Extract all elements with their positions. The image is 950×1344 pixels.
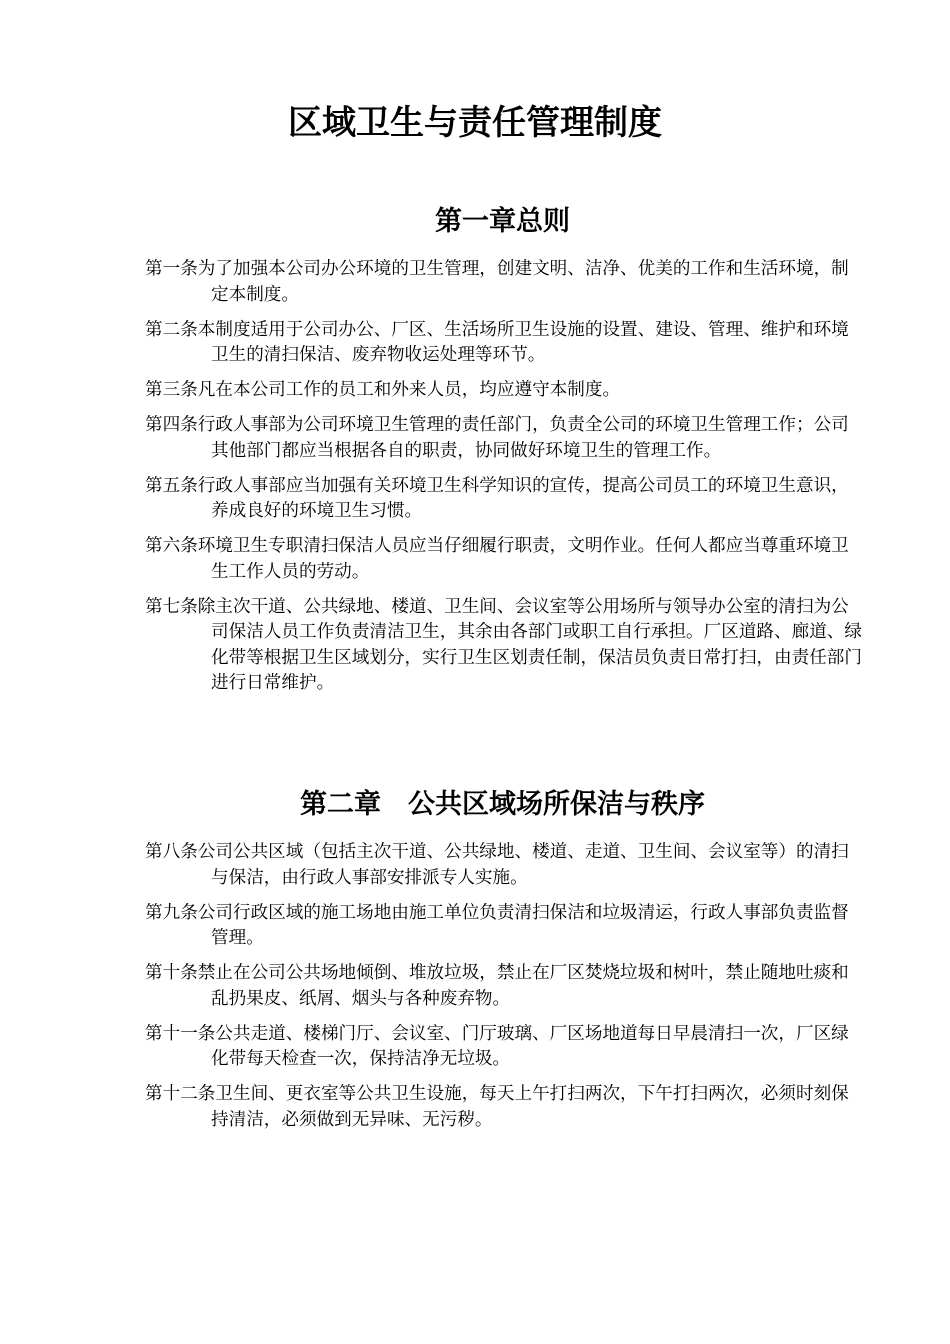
article-8: 第八条公司公共区域（包括主次干道、公共绿地、楼道、走道、卫生间、会议室等）的清扫与保洁，由行政人事部安排派专人实施。: [145, 842, 849, 888]
article-4: 第四条行政人事部为公司环境卫生管理的责任部门，负责全公司的环境卫生管理工作；公司其他部门都应当根据各自的职责，协同做好环境卫生的管理工作。: [145, 415, 849, 461]
article-11: 第十一条公共走道、楼梯门厅、会议室、门厅玻璃、厂区场地道每日早晨清扫一次，厂区绿化带每天检查一次，保持洁净无垃圾。: [145, 1023, 849, 1069]
chapter-2-title: 第二章 公共区域场所保洁与秩序: [300, 789, 705, 820]
article-6: 第六条环境卫生专职清扫保洁人员应当仔细履行职责，文明作业。任何人都应当尊重环境卫生工作人员的劳动。: [145, 536, 849, 582]
article-2: 第二条本制度适用于公司办公、厂区、生活场所卫生设施的设置、建设、管理、维护和环境卫生的清扫保洁、废弃物收运处理等环节。: [145, 319, 849, 365]
article-3: 第三条凡在本公司工作的员工和外来人员，均应遵守本制度。: [145, 380, 621, 400]
article-12: 第十二条卫生间、更衣室等公共卫生设施，每天上午打扫两次，下午打扫两次，必须时刻保持清洁，必须做到无异味、无污秽。: [145, 1084, 849, 1130]
article-10: 第十条禁止在公司公共场地倾倒、堆放垃圾，禁止在厂区焚烧垃圾和树叶，禁止随地吐痰和乱扔果皮、纸屑、烟头与各种废弃物。: [145, 963, 849, 1009]
document-title: 区域卫生与责任管理制度: [288, 103, 662, 143]
article-5: 第五条行政人事部应当加强有关环境卫生科学知识的宣传，提高公司员工的环境卫生意识，养成良好的环境卫生习惯。: [145, 475, 849, 521]
article-1: 第一条为了加强本公司办公环境的卫生管理，创建文明、洁净、优美的工作和生活环境，制定本制度。: [145, 259, 849, 305]
chapter-1-articles: [145, 257, 865, 706]
chapter-1-title: 第一章总则: [435, 206, 570, 237]
article-7: 第七条除主次干道、公共绿地、楼道、卫生间、会议室等公用场所与领导办公室的清扫为公司保洁人员工作负责清洁卫生，其余由各部门或职工自行承担。厂区道路、廊道、绿化带等根据卫生区域划分，实行卫生区划责任制，保洁员负责日常打扫，由责任部门进行日常维护。: [145, 596, 862, 693]
article-9: 第九条公司行政区域的施工场地由施工单位负责清扫保洁和垃圾清运，行政人事部负责监督管理。: [145, 902, 849, 948]
chapter-2-articles: [145, 840, 865, 1143]
